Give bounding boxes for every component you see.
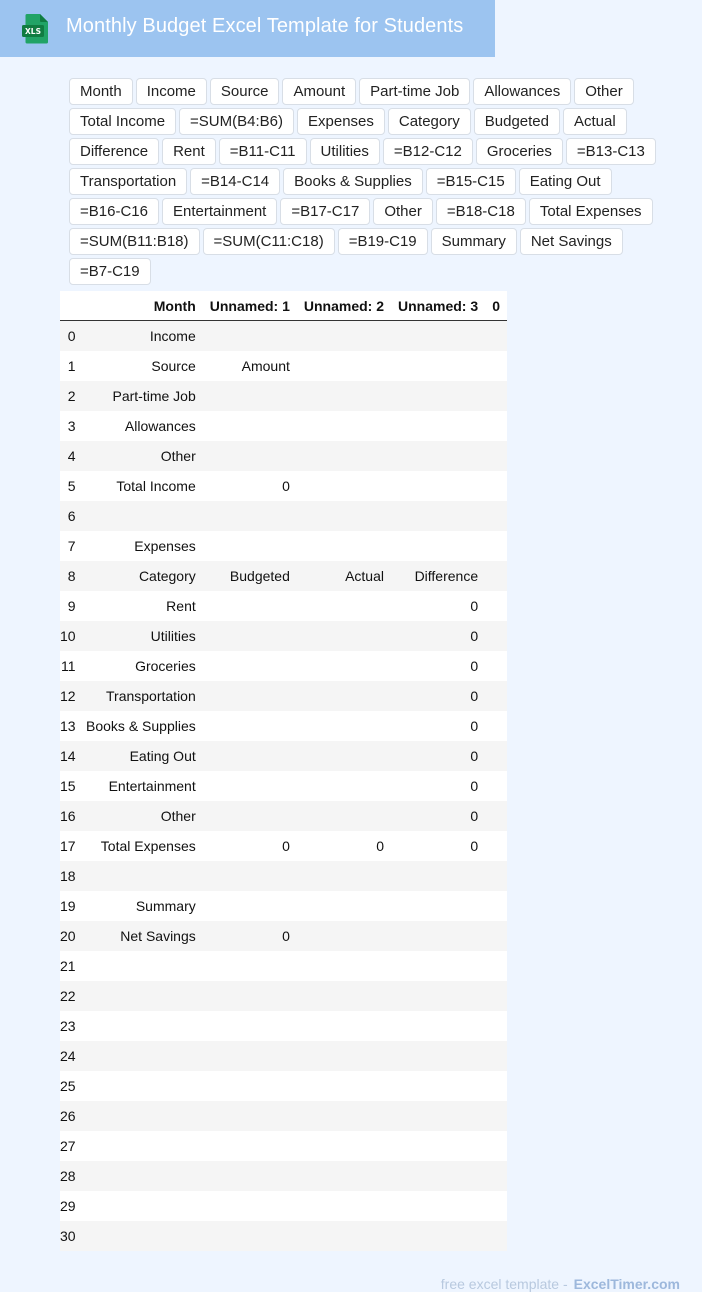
cell-month: Transportation: [78, 681, 203, 711]
cell-unnamed-3: [391, 501, 485, 531]
table-row: [60, 531, 507, 561]
cell-0: [485, 561, 507, 591]
cell-month: Total Expenses: [78, 831, 203, 861]
value-chip[interactable]: Part-time Job: [359, 78, 470, 105]
row-index: 10: [60, 621, 78, 651]
row-index: 5: [60, 471, 78, 501]
cell-0: [485, 921, 507, 951]
table-row: [60, 741, 507, 771]
cell-0: [485, 351, 507, 381]
table-row: [60, 351, 507, 381]
cell-unnamed-3: 0: [391, 801, 485, 831]
cell-unnamed-1: [203, 891, 297, 921]
table-row: [60, 411, 507, 441]
row-index: 2: [60, 381, 78, 411]
cell-unnamed-3: [391, 1191, 485, 1221]
cell-unnamed-1: Amount: [203, 351, 297, 381]
table-row: [60, 1101, 507, 1131]
cell-0: [485, 801, 507, 831]
table-row: [60, 771, 507, 801]
table-row: [60, 1011, 507, 1041]
table-row: [60, 1041, 507, 1071]
cell-unnamed-3: [391, 1041, 485, 1071]
cell-unnamed-1: Budgeted: [203, 561, 297, 591]
row-index: 13: [60, 711, 78, 741]
cell-month: Rent: [78, 591, 203, 621]
cell-unnamed-2: 0: [297, 831, 391, 861]
cell-0: [485, 891, 507, 921]
cell-month: [78, 1071, 203, 1101]
cell-0: [485, 501, 507, 531]
row-index: 3: [60, 411, 78, 441]
cell-unnamed-3: 0: [391, 621, 485, 651]
cell-unnamed-2: [297, 441, 391, 471]
cell-month: Net Savings: [78, 921, 203, 951]
cell-0: [485, 651, 507, 681]
cell-unnamed-1: [203, 1221, 297, 1251]
value-chip[interactable]: Amount: [282, 78, 356, 105]
cell-month: [78, 1221, 203, 1251]
value-chip[interactable]: =B11-C11: [219, 138, 307, 165]
cell-0: [485, 951, 507, 981]
value-chip[interactable]: Utilities: [310, 138, 380, 165]
value-chip[interactable]: Budgeted: [474, 108, 560, 135]
cell-unnamed-2: [297, 861, 391, 891]
table-row: [60, 561, 507, 591]
cell-unnamed-2: [297, 651, 391, 681]
row-index: 0: [60, 321, 78, 352]
cell-unnamed-1: [203, 741, 297, 771]
row-index: 22: [60, 981, 78, 1011]
cell-unnamed-3: 0: [391, 651, 485, 681]
row-index: 24: [60, 1041, 78, 1071]
cell-unnamed-2: [297, 1071, 391, 1101]
cell-unnamed-1: [203, 441, 297, 471]
cell-month: [78, 1131, 203, 1161]
cell-unnamed-1: [203, 321, 297, 352]
value-chip[interactable]: Income: [136, 78, 207, 105]
value-chip[interactable]: =B12-C12: [383, 138, 473, 165]
cell-unnamed-1: [203, 411, 297, 441]
table-row: [60, 681, 507, 711]
value-chip[interactable]: Total Expenses: [529, 198, 653, 225]
value-chip[interactable]: Expenses: [297, 108, 385, 135]
table-row: [60, 1071, 507, 1101]
cell-0: [485, 741, 507, 771]
row-index: 30: [60, 1221, 78, 1251]
cell-unnamed-1: [203, 1101, 297, 1131]
excel-file-icon: [21, 13, 51, 44]
cell-unnamed-3: [391, 321, 485, 352]
cell-unnamed-2: [297, 681, 391, 711]
value-chip[interactable]: Entertainment: [162, 198, 277, 225]
cell-month: [78, 981, 203, 1011]
table-row: [60, 921, 507, 951]
cell-month: Expenses: [78, 531, 203, 561]
cell-month: [78, 1191, 203, 1221]
cell-unnamed-2: [297, 801, 391, 831]
cell-unnamed-3: [391, 1131, 485, 1161]
cell-month: Other: [78, 441, 203, 471]
cell-unnamed-1: [203, 801, 297, 831]
value-chip[interactable]: =B19-C19: [338, 228, 428, 255]
table-row: [60, 1131, 507, 1161]
row-index: 18: [60, 861, 78, 891]
cell-0: [485, 1131, 507, 1161]
cell-month: [78, 1011, 203, 1041]
cell-month: Other: [78, 801, 203, 831]
cell-month: Total Income: [78, 471, 203, 501]
cell-unnamed-2: [297, 501, 391, 531]
cell-unnamed-1: [203, 861, 297, 891]
row-index: 20: [60, 921, 78, 951]
cell-unnamed-3: [391, 411, 485, 441]
cell-month: Source: [78, 351, 203, 381]
row-index: 21: [60, 951, 78, 981]
cell-month: [78, 1161, 203, 1191]
table-row: [60, 801, 507, 831]
cell-value-chips: [69, 78, 694, 285]
table-row: [60, 441, 507, 471]
row-index: 23: [60, 1011, 78, 1041]
cell-unnamed-3: 0: [391, 711, 485, 741]
cell-unnamed-1: [203, 501, 297, 531]
cell-unnamed-3: [391, 1161, 485, 1191]
cell-unnamed-2: [297, 1101, 391, 1131]
cell-month: [78, 1041, 203, 1071]
cell-0: [485, 1221, 507, 1251]
cell-month: [78, 1101, 203, 1131]
cell-unnamed-1: [203, 621, 297, 651]
cell-unnamed-2: Actual: [297, 561, 391, 591]
title-banner: [0, 0, 495, 57]
table-row: [60, 981, 507, 1011]
cell-unnamed-2: [297, 1041, 391, 1071]
cell-unnamed-1: [203, 981, 297, 1011]
cell-month: Part-time Job: [78, 381, 203, 411]
value-chip[interactable]: =B18-C18: [436, 198, 526, 225]
value-chip[interactable]: =B15-C15: [426, 168, 516, 195]
cell-unnamed-3: [391, 861, 485, 891]
row-index: 17: [60, 831, 78, 861]
footer-prefix: free excel template -: [440, 1276, 568, 1292]
row-index: 28: [60, 1161, 78, 1191]
cell-0: [485, 531, 507, 561]
table-row: [60, 891, 507, 921]
row-index: 16: [60, 801, 78, 831]
cell-unnamed-1: [203, 951, 297, 981]
footer-credit: [441, 1276, 680, 1292]
cell-month: Allowances: [78, 411, 203, 441]
index-header: [60, 291, 78, 321]
cell-unnamed-1: [203, 1041, 297, 1071]
row-index: 9: [60, 591, 78, 621]
table-row: [60, 621, 507, 651]
cell-unnamed-2: [297, 591, 391, 621]
cell-unnamed-3: [391, 981, 485, 1011]
cell-unnamed-1: [203, 771, 297, 801]
cell-unnamed-2: [297, 711, 391, 741]
table-row: [60, 591, 507, 621]
cell-unnamed-2: [297, 771, 391, 801]
value-chip[interactable]: Source: [210, 78, 280, 105]
cell-unnamed-2: [297, 381, 391, 411]
cell-unnamed-2: [297, 1221, 391, 1251]
row-index: 26: [60, 1101, 78, 1131]
cell-month: Summary: [78, 891, 203, 921]
row-index: 19: [60, 891, 78, 921]
table-row: [60, 831, 507, 861]
row-index: 27: [60, 1131, 78, 1161]
cell-unnamed-1: [203, 1071, 297, 1101]
cell-month: Utilities: [78, 621, 203, 651]
value-chip[interactable]: Books & Supplies: [283, 168, 423, 195]
cell-unnamed-2: [297, 981, 391, 1011]
row-index: 25: [60, 1071, 78, 1101]
cell-unnamed-3: 0: [391, 591, 485, 621]
row-index: 8: [60, 561, 78, 591]
cell-0: [485, 471, 507, 501]
row-index: 29: [60, 1191, 78, 1221]
cell-0: [485, 1041, 507, 1071]
cell-unnamed-3: 0: [391, 741, 485, 771]
value-chip[interactable]: Difference: [69, 138, 159, 165]
row-index: 15: [60, 771, 78, 801]
cell-unnamed-3: 0: [391, 831, 485, 861]
table-row: [60, 321, 507, 352]
cell-unnamed-1: 0: [203, 921, 297, 951]
cell-unnamed-3: 0: [391, 771, 485, 801]
table-row: [60, 1191, 507, 1221]
cell-unnamed-3: [391, 351, 485, 381]
cell-0: [485, 681, 507, 711]
spreadsheet-preview: [60, 291, 507, 1251]
cell-month: Category: [78, 561, 203, 591]
value-chip[interactable]: =B17-C17: [280, 198, 370, 225]
value-chip[interactable]: =B16-C16: [69, 198, 159, 225]
cell-0: [485, 771, 507, 801]
cell-0: [485, 831, 507, 861]
value-chip[interactable]: Allowances: [473, 78, 571, 105]
row-index: 1: [60, 351, 78, 381]
cell-unnamed-1: [203, 651, 297, 681]
cell-unnamed-1: [203, 531, 297, 561]
table-row: [60, 711, 507, 741]
cell-unnamed-2: [297, 471, 391, 501]
table-row: [60, 471, 507, 501]
cell-unnamed-3: [391, 531, 485, 561]
row-index: 12: [60, 681, 78, 711]
cell-unnamed-3: [391, 441, 485, 471]
cell-unnamed-3: [391, 951, 485, 981]
value-chip[interactable]: Total Income: [69, 108, 176, 135]
cell-0: [485, 621, 507, 651]
cell-month: Books & Supplies: [78, 711, 203, 741]
table-row: [60, 1221, 507, 1251]
value-chip[interactable]: Category: [388, 108, 471, 135]
cell-unnamed-3: 0: [391, 681, 485, 711]
cell-unnamed-3: [391, 1101, 485, 1131]
cell-0: [485, 441, 507, 471]
cell-unnamed-1: [203, 591, 297, 621]
value-chip[interactable]: =B13-C13: [566, 138, 656, 165]
column-header-unnamed-3: Unnamed: 3: [391, 291, 485, 321]
value-chip[interactable]: Actual: [563, 108, 627, 135]
cell-unnamed-1: [203, 1161, 297, 1191]
row-index: 11: [60, 651, 78, 681]
cell-unnamed-2: [297, 621, 391, 651]
cell-unnamed-2: [297, 411, 391, 441]
table-row: [60, 951, 507, 981]
cell-unnamed-2: [297, 1131, 391, 1161]
xls-icon-label: XLS: [25, 27, 41, 36]
cell-0: [485, 1161, 507, 1191]
value-chip[interactable]: =SUM(B4:B6): [179, 108, 294, 135]
page-title: Monthly Budget Excel Template for Students: [66, 15, 464, 37]
cell-unnamed-3: [391, 471, 485, 501]
cell-unnamed-2: [297, 741, 391, 771]
value-chip[interactable]: Other: [373, 198, 433, 225]
cell-month: [78, 861, 203, 891]
cell-month: Eating Out: [78, 741, 203, 771]
value-chip[interactable]: =SUM(B11:B18): [69, 228, 200, 255]
table-row: [60, 861, 507, 891]
cell-unnamed-3: [391, 891, 485, 921]
value-chip[interactable]: Transportation: [69, 168, 187, 195]
cell-0: [485, 321, 507, 352]
value-chip[interactable]: Other: [574, 78, 634, 105]
table-row: [60, 1161, 507, 1191]
column-header-month: Month: [78, 291, 203, 321]
cell-0: [485, 1071, 507, 1101]
row-index: 6: [60, 501, 78, 531]
cell-unnamed-2: [297, 1011, 391, 1041]
cell-0: [485, 1011, 507, 1041]
column-header-0: 0: [485, 291, 507, 321]
table-header-row: [60, 291, 507, 321]
cell-unnamed-3: [391, 921, 485, 951]
cell-0: [485, 411, 507, 441]
cell-unnamed-3: [391, 1221, 485, 1251]
cell-unnamed-2: [297, 321, 391, 352]
cell-0: [485, 711, 507, 741]
value-chip[interactable]: Month: [69, 78, 133, 105]
value-chip[interactable]: =B14-C14: [190, 168, 280, 195]
value-chip[interactable]: Summary: [431, 228, 517, 255]
cell-unnamed-2: [297, 951, 391, 981]
cell-unnamed-2: [297, 921, 391, 951]
cell-unnamed-1: [203, 681, 297, 711]
cell-0: [485, 381, 507, 411]
cell-unnamed-1: [203, 1131, 297, 1161]
row-index: 14: [60, 741, 78, 771]
cell-unnamed-1: [203, 1191, 297, 1221]
table-row: [60, 501, 507, 531]
cell-unnamed-2: [297, 891, 391, 921]
cell-month: Income: [78, 321, 203, 352]
table-row: [60, 381, 507, 411]
cell-month: Groceries: [78, 651, 203, 681]
footer-brand-link[interactable]: ExcelTimer.com: [573, 1276, 680, 1292]
cell-0: [485, 981, 507, 1011]
cell-month: Entertainment: [78, 771, 203, 801]
cell-unnamed-1: 0: [203, 831, 297, 861]
cell-0: [485, 591, 507, 621]
value-chip[interactable]: Groceries: [476, 138, 563, 165]
cell-unnamed-3: Difference: [391, 561, 485, 591]
cell-unnamed-1: 0: [203, 471, 297, 501]
value-chip[interactable]: =B7-C19: [69, 258, 151, 285]
value-chip[interactable]: Net Savings: [520, 228, 623, 255]
cell-unnamed-1: [203, 1011, 297, 1041]
value-chip[interactable]: Eating Out: [519, 168, 612, 195]
column-header-unnamed-1: Unnamed: 1: [203, 291, 297, 321]
data-table: [60, 291, 507, 1251]
cell-month: [78, 501, 203, 531]
column-header-unnamed-2: Unnamed: 2: [297, 291, 391, 321]
row-index: 4: [60, 441, 78, 471]
cell-unnamed-3: [391, 1011, 485, 1041]
cell-unnamed-3: [391, 1071, 485, 1101]
cell-unnamed-1: [203, 711, 297, 741]
value-chip[interactable]: Rent: [162, 138, 216, 165]
cell-0: [485, 1191, 507, 1221]
cell-unnamed-1: [203, 381, 297, 411]
cell-0: [485, 861, 507, 891]
cell-0: [485, 1101, 507, 1131]
table-row: [60, 651, 507, 681]
cell-unnamed-2: [297, 531, 391, 561]
cell-unnamed-3: [391, 381, 485, 411]
cell-unnamed-2: [297, 1191, 391, 1221]
cell-month: [78, 951, 203, 981]
cell-unnamed-2: [297, 1161, 391, 1191]
value-chip[interactable]: =SUM(C11:C18): [203, 228, 335, 255]
row-index: 7: [60, 531, 78, 561]
cell-unnamed-2: [297, 351, 391, 381]
